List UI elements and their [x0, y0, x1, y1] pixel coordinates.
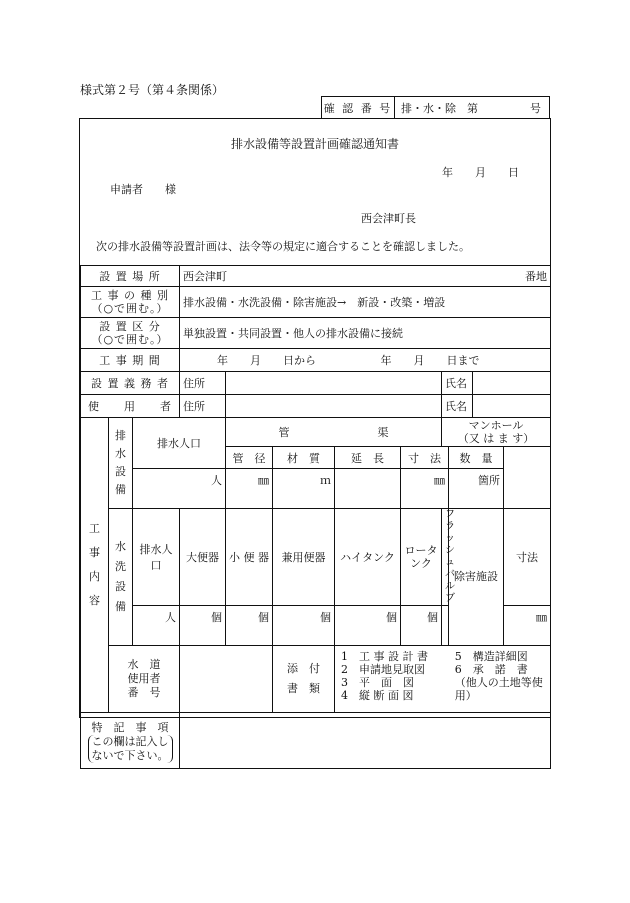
doc-design: 1 工 事 設 計 書 [341, 650, 429, 663]
remarks-field[interactable] [180, 713, 551, 769]
doc-plan: 3 平 面 図 [341, 676, 415, 689]
confirm-number-label: 確 認 番 号 [322, 97, 395, 118]
drain-char-1: 排 [115, 429, 126, 442]
confirmation-statement: 次の排水設備等設置計画は、法令等の規定に適合することを確認しました。 [96, 240, 470, 253]
manhole-header [442, 418, 551, 447]
toilet-urinal-field[interactable]: 個 [226, 606, 273, 646]
row-water [81, 646, 551, 713]
works-char-1: 工 [89, 522, 100, 535]
toilet-facility-label [109, 509, 133, 646]
pipe-diameter-field[interactable]: ㎜ [226, 469, 273, 509]
drain-population-header: 排水人口 [133, 418, 226, 469]
confirm-number-suffix: 号 [530, 101, 541, 115]
install-class-title: 設 置 区 分 [99, 320, 161, 333]
user-address-label: 住所 [180, 395, 226, 418]
row-obligor [81, 372, 551, 395]
toilet-hightank-field[interactable]: 個 [335, 606, 401, 646]
toilet-char-2: 洗 [115, 560, 126, 573]
doc-structure: 5 構造詳細図 [454, 650, 528, 663]
user-address-field[interactable] [226, 395, 442, 418]
pipe-header: 管 渠 [226, 418, 442, 447]
manhole-size-field[interactable]: ㎜ [401, 469, 449, 509]
drain-char-3: 設 [115, 465, 126, 478]
applicant-line: 申請者 様 [110, 183, 176, 196]
toilet-flushvalve-field[interactable] [442, 606, 449, 646]
manhole-count-field[interactable]: 箇所 [449, 469, 504, 509]
row-location [81, 266, 551, 287]
remarks-note-1: この欄は記入し [91, 734, 169, 748]
toilet-treatment-header: 除害施設 [449, 509, 504, 646]
work-type-title: 工 事 の 種 別 [91, 289, 169, 302]
attach-label-1: 添 付 [287, 662, 321, 675]
confirm-number-prefix: 排・水・除 第 [401, 101, 478, 115]
install-class-options[interactable]: 単独設置・共同設置・他人の排水設備に接続 [180, 318, 551, 349]
toilet-size-header: 寸法 [504, 509, 551, 606]
toilet-char-1: 水 [115, 540, 126, 553]
confirm-number-box [321, 96, 550, 118]
form-number: 様式第２号（第４条関係） [80, 83, 225, 97]
toilet-lowtank-header: ロータンク [401, 509, 442, 606]
works-char-2: 事 [89, 546, 100, 559]
toilet-large-field[interactable]: 個 [180, 606, 226, 646]
period-label: 工 事 期 間 [81, 349, 180, 372]
confirm-number-field[interactable] [395, 97, 549, 118]
remarks-title: 特 記 事 項 [91, 720, 169, 734]
pipe-length-field[interactable] [335, 469, 401, 509]
period-start: 年 月 日から [217, 354, 317, 367]
work-type-options[interactable]: 排水設備・水洗設備・除害施設→ 新設・改築・増設 [180, 287, 551, 318]
works-content-label [81, 418, 109, 713]
doc-consent: 6 承 諾 書 [454, 663, 528, 676]
toilet-population-field[interactable]: 人 [133, 606, 180, 646]
document-title: 排水設備等設置計画確認通知書 [230, 137, 399, 151]
notice-date: 年 月 日 [442, 166, 519, 179]
row-toilet-head [81, 509, 551, 606]
drain-facility-label [109, 418, 133, 509]
water-user-number-label [109, 646, 180, 713]
attach-label-2: 書 類 [287, 682, 321, 695]
works-char-4: 容 [89, 594, 100, 607]
toilet-population-header: 排水人口 [133, 509, 180, 606]
period-end: 年 月 日まで [380, 354, 480, 367]
works-char-3: 内 [89, 570, 100, 583]
manhole-size-header: 寸 法 [401, 447, 449, 469]
obligor-name-label: 氏名 [442, 372, 473, 395]
row-drain-values [81, 469, 551, 509]
user-label: 使 用 者 [81, 395, 180, 418]
notice-header [80, 119, 550, 265]
attachments-list [335, 646, 551, 713]
obligor-label: 設 置 義 務 者 [81, 372, 180, 395]
details-table [80, 265, 551, 769]
install-class-label [81, 318, 180, 349]
install-class-note: （○で囲む。） [91, 333, 169, 346]
location-suffix: 番地 [525, 270, 548, 283]
toilet-char-4: 備 [115, 600, 126, 613]
user-name-label: 氏名 [442, 395, 473, 418]
row-install-class [81, 318, 551, 349]
pipe-material-field[interactable]: ｍ [273, 469, 335, 509]
user-name-field[interactable] [473, 395, 551, 418]
remarks-label [81, 713, 180, 769]
water-label-1: 水 道 [127, 658, 161, 671]
obligor-address-label: 住所 [180, 372, 226, 395]
drain-char-4: 備 [115, 483, 126, 496]
toilet-hightank-header: ハイタンク [335, 509, 401, 606]
toilet-urinal-header: 小 便 器 [226, 509, 273, 606]
manhole-subtitle: （又 は ま す） [457, 432, 535, 445]
pipe-length-header: 延 長 [335, 447, 401, 469]
row-period [81, 349, 551, 372]
doc-site-map: 2 申請地見取図 [341, 663, 426, 676]
attachments-label [273, 646, 335, 713]
row-work-type [81, 287, 551, 318]
pipe-material-header: 材 質 [273, 447, 335, 469]
manhole-title: マンホール [468, 419, 524, 432]
period-field[interactable] [180, 349, 551, 372]
location-label: 設 置 場 所 [81, 266, 180, 287]
drain-population-field[interactable]: 人 [133, 469, 226, 509]
toilet-dual-header: 兼用便器 [273, 509, 335, 606]
row-user [81, 395, 551, 418]
toilet-lowtank-field[interactable]: 個 [401, 606, 442, 646]
toilet-dual-field[interactable]: 個 [273, 606, 335, 646]
manhole-count-header: 数 量 [449, 447, 504, 469]
water-label-2: 使用者 [127, 672, 161, 685]
row-drain-head [81, 418, 551, 447]
remarks-note [88, 735, 173, 763]
toilet-flushvalve-header: フラッシュバルブ [442, 509, 449, 606]
water-user-number-field[interactable] [180, 646, 273, 713]
work-type-note: （○で囲む。） [91, 302, 169, 315]
doc-section: 4 縦 断 面 図 [341, 689, 414, 702]
pipe-diameter-header: 管 径 [226, 447, 273, 469]
location-field[interactable] [180, 266, 551, 287]
row-remarks [81, 713, 551, 769]
toilet-size-field[interactable]: ㎜ [504, 606, 551, 646]
drain-char-2: 水 [115, 447, 126, 460]
notice-form [79, 118, 551, 762]
water-label-3: 番 号 [127, 686, 161, 699]
remarks-note-2: ないで下さい。 [91, 748, 169, 762]
work-type-label [81, 287, 180, 318]
location-value: 西会津町 [183, 270, 228, 283]
obligor-name-field[interactable] [473, 372, 551, 395]
toilet-char-3: 設 [115, 580, 126, 593]
doc-consent-note: （他人の土地等使用） [454, 676, 543, 702]
toilet-large-header: 大便器 [180, 509, 226, 606]
issuer-name: 西会津町長 [361, 212, 416, 225]
obligor-address-field[interactable] [226, 372, 442, 395]
